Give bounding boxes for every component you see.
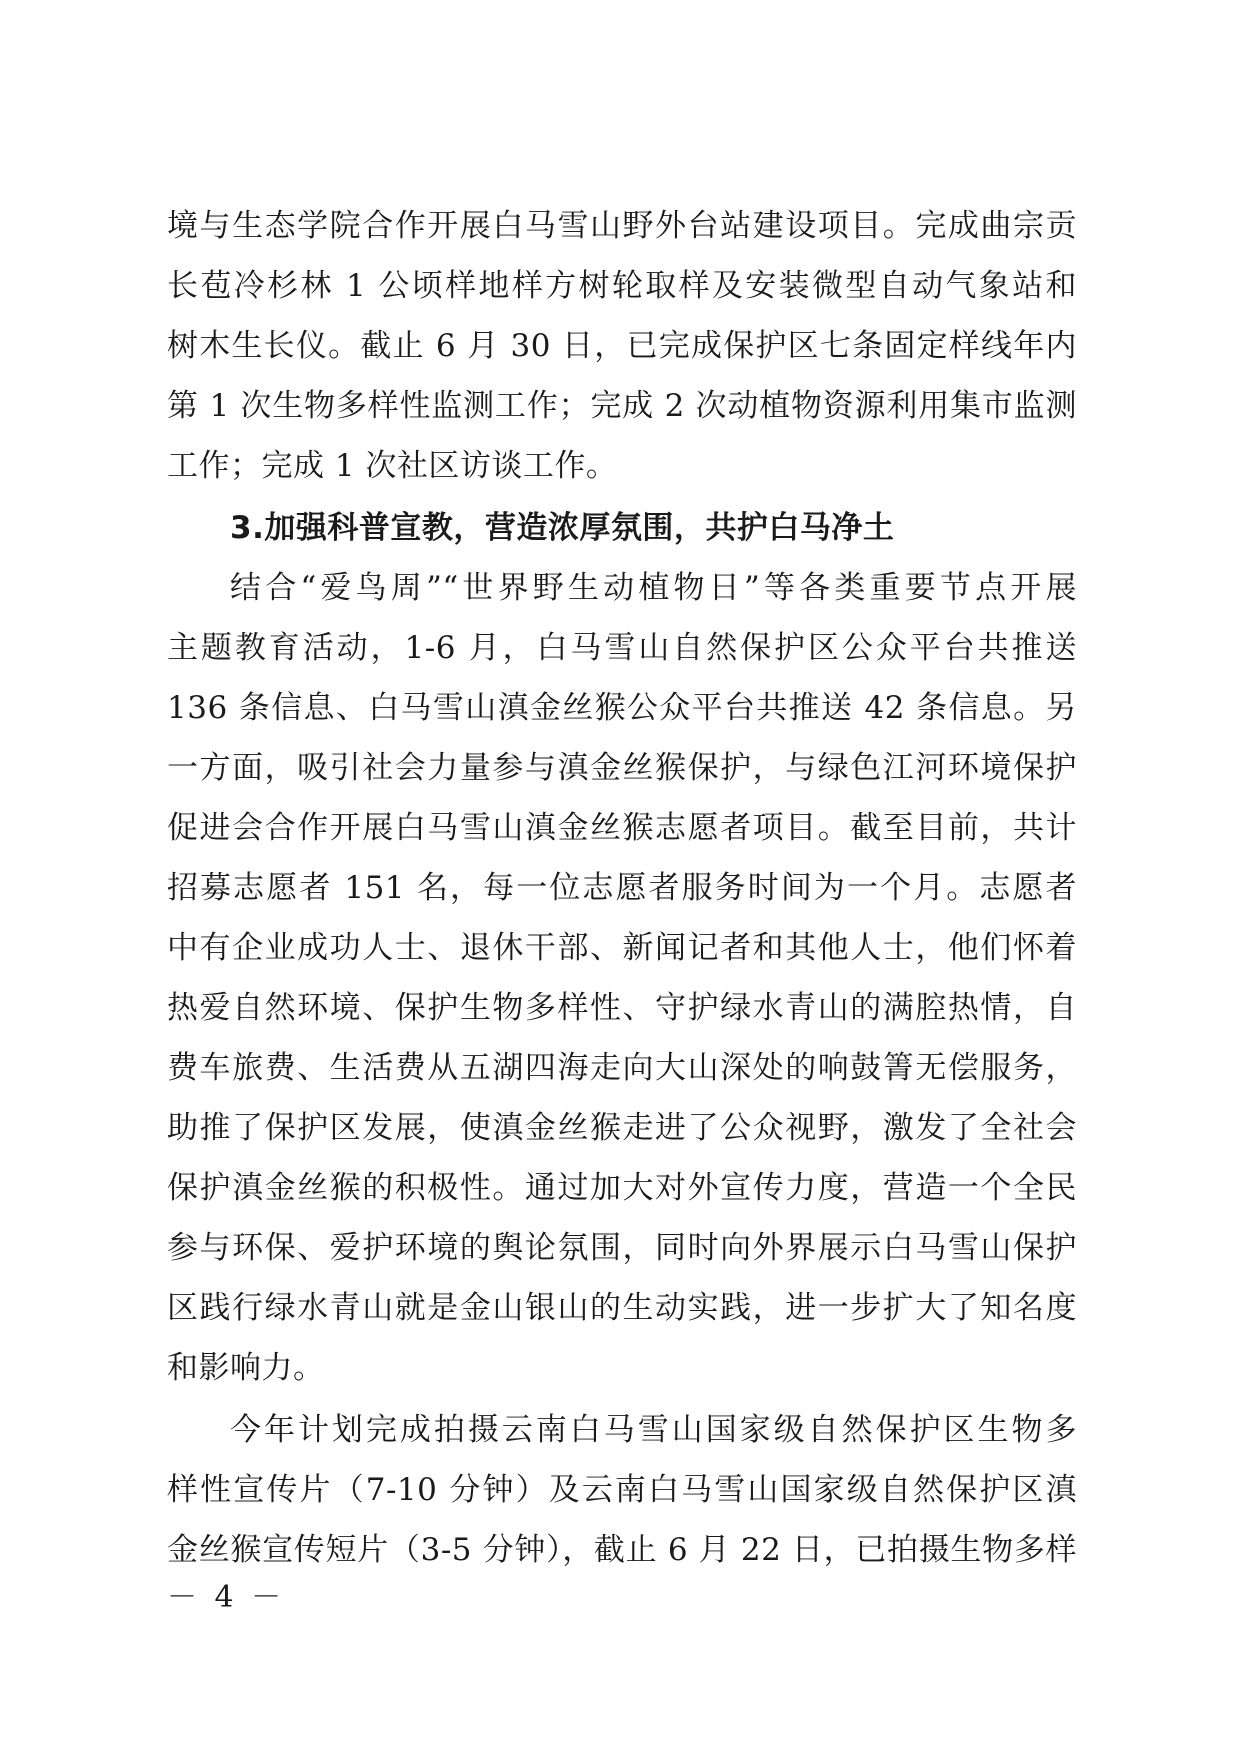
paragraph-3-line-2: 样性宣传片（7-10 分钟）及云南白马雪山国家级自然保护区滇	[167, 1472, 1077, 1508]
paragraph-2-line-4: 一方面，吸引社会力量参与滇金丝猴保护，与绿色江河环境保护	[167, 750, 1077, 786]
paragraph-2-line-5: 促进会合作开展白马雪山滇金丝猴志愿者项目。截至目前，共计	[167, 810, 1077, 846]
paragraph-2-line-12: 参与环保、爱护环境的舆论氛围，同时向外界展示白马雪山保护	[167, 1230, 1077, 1266]
paragraph-1-line-2: 长苞冷杉林 1 公顷样地样方树轮取样及安装微型自动气象站和	[167, 268, 1077, 304]
paragraph-2-line-3: 136 条信息、白马雪山滇金丝猴公众平台共推送 42 条信息。另	[167, 690, 1077, 726]
paragraph-2-line-14: 和影响力。	[167, 1350, 325, 1386]
paragraph-2-line-10: 助推了保护区发展，使滇金丝猴走进了公众视野，激发了全社会	[167, 1110, 1077, 1146]
paragraph-1-line-3: 树木生长仪。截止 6 月 30 日，已完成保护区七条固定样线年内	[167, 328, 1077, 364]
paragraph-1-line-4: 第 1 次生物多样性监测工作；完成 2 次动植物资源利用集市监测	[167, 388, 1077, 424]
section-heading-3: 3.加强科普宣教，营造浓厚氛围，共护白马净土	[230, 510, 895, 546]
page-number: － 4 －	[167, 1580, 286, 1615]
paragraph-3-line-1: 今年计划完成拍摄云南白马雪山国家级自然保护区生物多	[230, 1412, 1077, 1448]
paragraph-2-line-7: 中有企业成功人士、退休干部、新闻记者和其他人士，他们怀着	[167, 930, 1077, 966]
paragraph-3-line-3: 金丝猴宣传短片（3-5 分钟），截止 6 月 22 日，已拍摄生物多样	[167, 1532, 1077, 1568]
paragraph-2-line-2: 主题教育活动，1-6 月，白马雪山自然保护区公众平台共推送	[167, 630, 1077, 666]
paragraph-1-line-1: 境与生态学院合作开展白马雪山野外台站建设项目。完成曲宗贡	[167, 208, 1077, 244]
paragraph-2-line-1: 结合“爱鸟周”“世界野生动植物日”等各类重要节点开展	[230, 570, 1077, 606]
paragraph-2-line-9: 费车旅费、生活费从五湖四海走向大山深处的响鼓箐无偿服务，	[167, 1050, 1077, 1086]
paragraph-1-line-5: 工作；完成 1 次社区访谈工作。	[167, 448, 618, 484]
paragraph-2-line-13: 区践行绿水青山就是金山银山的生动实践，进一步扩大了知名度	[167, 1290, 1077, 1326]
paragraph-2-line-11: 保护滇金丝猴的积极性。通过加大对外宣传力度，营造一个全民	[167, 1170, 1077, 1206]
paragraph-2-line-8: 热爱自然环境、保护生物多样性、守护绿水青山的满腔热情，自	[167, 990, 1077, 1026]
paragraph-2-line-6: 招募志愿者 151 名，每一位志愿者服务时间为一个月。志愿者	[167, 870, 1077, 906]
